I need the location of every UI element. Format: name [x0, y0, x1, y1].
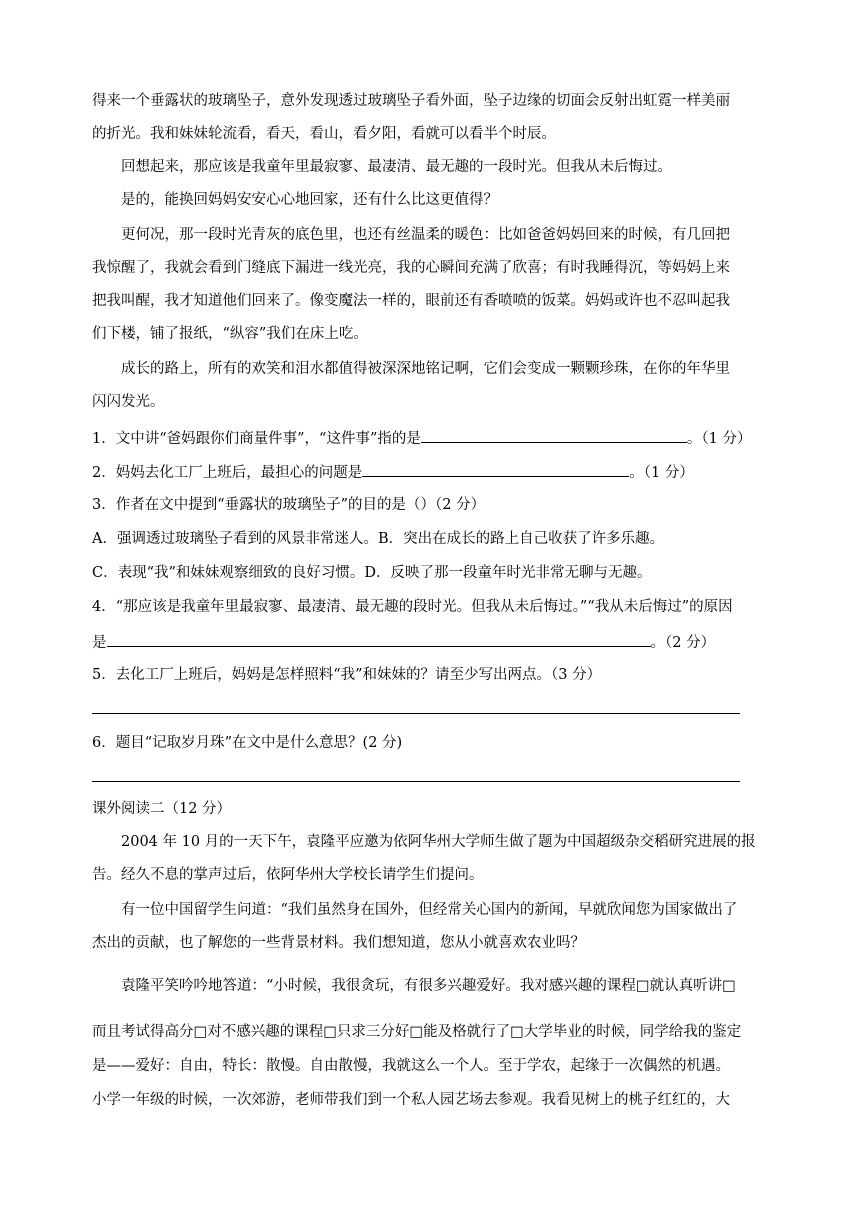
question-6: 6．题目“记取岁月珠”在文中是什么意思？(2 分) [92, 735, 403, 751]
question-2-score: 。（1 分） [629, 465, 694, 481]
paragraph-line: 有一位中国留学生问道：“我们虽然身在国外，但经常关心国内的新闻，早就欣闻您为国家做出了 [121, 902, 738, 918]
question-4: 4．“那应该是我童年里最寂寥、最凄清、最无趣的段时光。但我从未后悔过。”“我从未后悔过”的原因 [92, 599, 733, 615]
question-3-options-cd: C．表现“我”和妹妹观察细致的良好习惯。D．反映了那一段童年时光非常无聊与无趣。 [92, 565, 652, 581]
answer-blank-1[interactable] [421, 427, 687, 443]
question-2 [92, 461, 694, 483]
question-4-score: 。（2 分） [650, 635, 716, 651]
question-4-answer-line [92, 631, 715, 653]
paragraph-line: 更何况，那一段时光青灰的底色里，也还有丝温柔的暖色：比如爸爸妈妈回来的时候，有几回把 [121, 227, 730, 243]
paragraph-line: 而且考试得高分□对不感兴趣的课程□只求三分好□能及格就行了□大学毕业的时候，同学给我的鉴定 [92, 1024, 742, 1040]
paragraph-line: 是的，能换回妈妈安安心心地回家，还有什么比这更值得？ [121, 192, 498, 208]
paragraph-line: 杰出的贡献，也了解您的一些背景材料。我们想知道，您从小就喜欢农业吗？ [92, 935, 585, 951]
paragraph-line: 2004 年 10 月的一天下午，袁隆平应邀为依阿华州大学师生做了题为中国超级杂交稻研究进展的报 [121, 834, 756, 850]
paragraph-line: 们下楼，铺了报纸，“纵容”我们在床上吃。 [92, 326, 368, 342]
answer-blank-2[interactable] [362, 461, 629, 477]
paragraph-line: 回想起来，那应该是我童年里最寂寥、最凄清、最无趣的一段时光。但我从未后悔过。 [121, 159, 672, 175]
paragraph-line: 成长的路上，所有的欢笑和泪水都值得被深深地铭记啊，它们会变成一颗颗珍珠，在你的年华里 [121, 361, 730, 377]
question-4-text: 是 [92, 635, 107, 651]
answer-line-5[interactable] [92, 713, 740, 714]
question-2-text: 2．妈妈去化工厂上班后，最担心的问题是 [92, 465, 363, 481]
paragraph-line: 我惊醒了，我就会看到门缝底下漏进一线光亮，我的心瞬间充满了欣喜；有时我睡得沉，等妈妈上来 [92, 260, 730, 276]
paragraph-line: 的折光。我和妹妹轮流看，看天，看山，看夕阳，看就可以看半个时辰。 [92, 126, 556, 142]
section-heading: 课外阅读二（12 分） [92, 801, 232, 817]
paragraph-line: 是——爱好：自由，特长：散慢。自由散慢，我就这么一个人。至于学农，起缘于一次偶然的机遇。 [92, 1058, 730, 1074]
paragraph-line: 告。经久不息的掌声过后，依阿华州大学校长请学生们提问。 [92, 867, 484, 883]
answer-blank-4[interactable] [107, 631, 651, 647]
question-1 [92, 427, 751, 449]
paragraph-line: 袁隆平笑吟吟地答道：“小时候，我很贪玩，有很多兴趣爱好。我对感兴趣的课程□就认真听讲□ [121, 978, 736, 994]
question-3: 3．作者在文中提到“垂露状的玻璃坠子”的目的是（）（2 分） [92, 497, 486, 513]
question-1-text: 1．文中讲“爸妈跟你们商量件事”，“这件事”指的是 [92, 431, 421, 447]
paragraph-line: 闪闪发光。 [92, 394, 165, 410]
answer-line-6[interactable] [92, 781, 740, 782]
paragraph-line: 得来一个垂露状的玻璃坠子，意外发现透过玻璃坠子看外面，坠子边缘的切面会反射出虹霓一样美丽 [92, 93, 730, 109]
question-5: 5．去化工厂上班后，妈妈是怎样照料“我”和妹妹的？请至少写出两点。（3 分） [92, 667, 602, 683]
question-3-options-ab: A．强调透过玻璃坠子看到的风景非常迷人。B．突出在成长的路上自己收获了许多乐趣。 [92, 531, 665, 547]
paragraph-line: 把我叫醒，我才知道他们回来了。像变魔法一样的，眼前还有香喷喷的饭菜。妈妈或许也不忍叫起我 [92, 293, 730, 309]
paragraph-line: 小学一年级的时候，一次郊游，老师带我们到一个私人园艺场去参观。我看见树上的桃子红红的，大 [92, 1092, 730, 1108]
question-1-score: 。（1 分） [686, 431, 752, 447]
